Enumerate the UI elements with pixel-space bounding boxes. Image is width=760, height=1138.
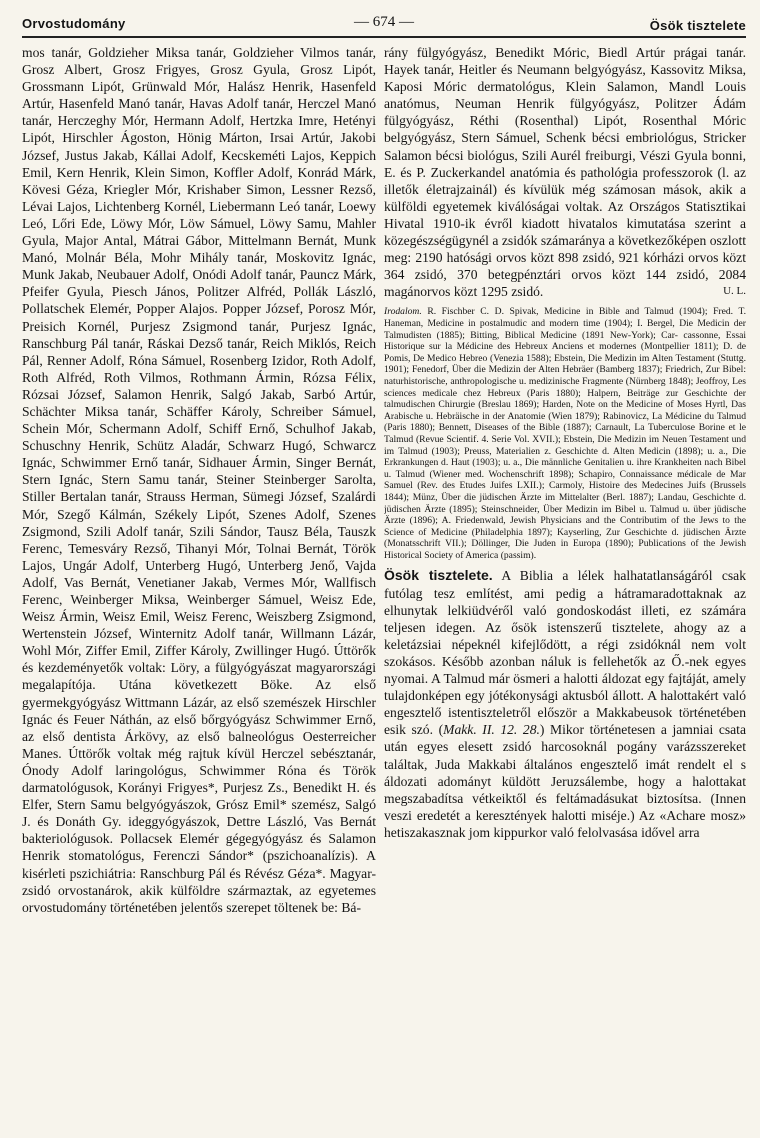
right-column-text [384, 44, 746, 300]
entry-text-part-1: A Biblia a lélek halhatatlanságáról csak futólag tesz említést, ami pedig a hátramaradottaknak az elhunytak lelkiüdvéről való gondoskodást illeti, ez számára teljesen idegen. Az ősök istenszerű tisztelete, ahogy az a keletázsiai népeknél kifejlődött, a régi zsidóknál nem volt szokásos. Később azonban náluk is fellehetők az Ő.-nek egyes nyomai. A Talmud már ösmeri a halotti áldozat egy fajtáját, amely tulajdonképen egy jótékonysági aktusból állott. A halottakért való engesztelő istentiszteletről először a Makkabeusok történetében esik szó. ( [384, 568, 746, 738]
page-number: — 674 — [354, 14, 414, 30]
left-column [22, 44, 376, 1134]
two-column-body [22, 44, 746, 1134]
left-column-text: mos tanár, Goldzieher Miksa tanár, Goldzieher Vilmos tanár, Grosz Albert, Grosz Frigyes, Grosz Gyula, Grosz Lipót, Grossmann Lipót, Grünwald Mór, Halász Henrik, Hasenfeld Artúr, Hasenfeld Manó tanár, Havas Adolf tanár, Herczel Manó tanár, Herczeghy Mór, Hermann Adolf, Hertzka Imre, Hetényi Lipót, Hirschler Ágoston, Hönig Márton, Irsai Artúr, Jakobi József, Justus Jakab, Kállai Adolf, Kecskeméti Lajos, Keppich Emil, Kern Henrik, Klein Simon, Koffler Adolf, Konrád Márk, Kövesi Géza, Kriegler Mór, Krishaber Simon, Lessner Rezső, Lévai Lajos, Lichtenberg Kornél, Liebermann Leó tanár, Loewy Leó, Lőri Ede, Löwy Mór, Löw Sámuel, Löwy Samu, Mahler Gyula, Major Antal, Mátrai Gábor, Mittelmann Bernát, Munk Manó, Molnár Béla, Mohr Mihály tanár, Moskovitz Ignác, Munk Jakab, Neubauer Adolf, Onódi Adolf tanár, Pauncz Márk, Pfeifer Gyula, Piesch János, Politzer Alfréd, Pollák László, Pollatschek Elemér, Popper Alajos. Popper József, Porosz Mór, Preisich Kornél, Purjesz Zsigmond tanár, Purjesz Ignác, Ranschburg Pál tanár, Ráskai Dezső tanár, Reich Miklós, Reich Pál, Renner Adolf, Róna Sámuel, Rosenberg Izidor, Roth Adolf, Roth Alfréd, Roth Vilmos, Rothmann Ármin, Rózsa Félix, Rózsai József, Salamon Henrik, Salgó Jakab, Sarbó Artúr, Schächter Miksa tanár, Schäffer Károly, Schreiber Sámuel, Schein Mór, Schermann Adolf, Schiff Ernő, Schulhof Jakab, Schuschny Henrik, Schütz Aladár, Schwarz Hugó, Schwarcz Ignác, Schwimmer Ernő tanár, Sidhauer Ármin, Singer Bernát, Stern Ignác, Stern Samu tanár, Steiner Steinberger Sarolta, Stiller Bertalan tanár, Strauss Herman, Sümegi József, Szalárdi Mór, Szegő Kálmán, Székely Lipót, Szenes Adolf, Szenes Zsigmond, Szili Adolf tanár, Szili Sándor, Tausz Béla, Tauszk Ferenc, Temesváry Rezső, Tihanyi Mór, Tolnai Bernát, Török Lajos, Ungár Adolf, Unterberg Hugó, Unterberg Jenő, Vajda Adolf, Vas Bernát, Venetianer Jakab, Vermes Mór, Wallfisch Ferenc, Weinberger Miksa, Weinberger Sámuel, Weisz Ede, Weisz Ármin, Weisz Emil, Weisz Ferenc, Weiszberg Zsigmond, Wertenstein József, Winternitz Adolf tanár, Willmann Lázár, Wohl Mór, Ziffer Emil, Ziffer Károly, Zwillinger Hugó. Úttörők és kezdeményetők voltak: Löry, a fülgyógyászat magyarországi megalapítója. Utána következett Böke. Az első gyermekgyógyász Wittmann Lázár, az első szemészek Hirschler Ignác és Feuer Náthán, az első bőrgyógyász Schwimmer Ernő, az első dentista Árkövy, az első balneológus Oesterreicher Manes. Úttörők voltak még rajtuk kívül Herczel sebésztanár, Ónody Adolf laringológus, Schwimmer Róna és Török darmatológusok, Korányi Frigyes*, Purjesz Zs., Benedikt H. és Elfer, Stern Samu belgyógyászok, Grósz Emil* szemész, Salgó J. és Donáth Gy. ideggyógyászok, Dettre László, Vas Bernát bakteriológusok. Pollacsek Elemér gégegyógyász és Salamon Henrik stomatológus, Ferenczi Sándor* (pszichoanalízis). A kisérleti pszichiátria: Ranschburg Pál és Révész Géza*. Magyar-zsidó orvostanárok, akik külföldre származtak, az egyetemes orvostudomány történetében jelentős szerepet töltenek be: Bá- [22, 45, 376, 915]
author-signature: U. L. [723, 285, 746, 298]
right-column [384, 44, 746, 1134]
entry-text-part-2: ) Mikor történetesen a jamniai csata után egyes elesett zsidó harcosoknál pogány varázsszereket találtak, Juda Makkabi általános engesztelő imát rendelt el s áldozati adományt küldött Jeruzsálembe, hogy a halottakat megszabadítsa vétkeiktől és feltámadásukat biztosítsa. (Innen veszi eredetét a keresztények halotti miséje.) Az «Achare mosz» hetiszakasznak jom kippurkor való felolvasása idővel arra [384, 722, 746, 840]
running-head-left: Orvostudomány [22, 16, 126, 31]
header-rule [22, 36, 746, 38]
statistics-paragraph: rány fülgyógyász, Benedikt Móric, Biedl Artúr prágai tanár. Hayek tanár, Heitler és Neumann belgyógyász, Kassovitz Miksa, Kaposi Móric dermatológus, Klein Salamon, Mandl Louis anatómus, Neuman Henrik fülgyógyász, Politzer Ádám fülgyógyász, Réthi (Rosenthal) Lipót, Rosenthal Móric belgyógyász, Stern Sámuel, Schenk bécsi embriológus, Stricker Salamon bécsi biológus, Szili Aurél freiburgi, Vészi Gyula bonni, E. és P. Zuckerkandel anatómia és pathológia professzorok (l. az illetők életrajzainál) és kívülük még számosan mások, akik a külföldi egyetemek kiválóságai voltak. Az Országos Statisztikai Hivatal 1910-ik évről kiadott hivatalos kimutatása szerint a közegészségügynél a zsidók számaránya a következőképen oszlott meg: 2190 hatósági orvos közt 898 zsidó, 921 kórházi orvos közt 364 zsidó, 370 betegpénztári orvos közt 144 zsidó, 2084 magánorvos közt 1295 zsidó. [384, 45, 746, 300]
literature-text: R. Fischber C. D. Spivak, Medicine in Bible and Talmud (1904); Fred. T. Haneman, Medicine in postalmudic and modern time (1904); I. Bergel, Die Medicin der Talmudisten (1885); Bitting, Biblical Medicine (1891 New-York); Car- cassonne, Essai Historique sur la Médicine des Hebreux Anciens et modernes (Montpellier 1811); D. de Pomis, De Medico Hebreo (Venezia 1588); Ebstein, Die Medizin im Alten Testament (Stuttg. 1901); Fenedorf, Über die Medizin der Alten Hebräer (Bamberg 1837); Friedrich, Zur Bibel: naturhistorische, anthropologische u. medizinische Fragmente (Nürnberg 1848); Jeoffroy, Les sciences medicale chez Hebreux (Paris 1880); Halpern, Beiträge zur Geschichte der talmudischen Chirurgie (Breslau 1869); Harden, Note on the Medicine of Moses Hyrtl, Das Arabische u. Hebräische in der Anatomie (Wien 1879); Rabinovicz, La Médicine du Talmud (Paris 1880); Bennett, Diseases of the Bible (1887); Carnault, La Tuberculose Borine et le Talmud (Revue Scientif. 4. Serie Vol. XVII.); Ebstein, Die Medizin im Neuen Testament und im Talmud (1903); Preuss, Materialien z. Geschichte d. Alten Medicin (1898); u. a., Die Erkrankungen d. Haut (1903); u. a., Die männliche Genitalien u. ihre Krankheiten nach Bibel u. Talmud (Wiener med. Wochenschrift 1898); Schapiro, Connaissance médicale de Mar Samuel (Rev. des Etudes Juifes LXII.); Carmoly, Histoire des Medecines Juifs (Brussels 1844); Münz, Über die jüdischen Ärzte im Mittelalter (Berl. 1887); Landau, Geschichte d. jüdischen Ärzte (1895); Steinschneider, Über Medizin im Bibel u. Talmud u. über jüdische Ärzte (1896); A. Friedenwald, Jewish Physicians and the Contributim of the Jews to the Science of Medicine (Philadelphia 1897); Kayserling, Zur Geschichte d. jüdischen Ärzte (Monatsschrift VII.); Döllinger, Die Juden in Europa (1890); Publications of the Jewish Historical Society of America (passim). [384, 306, 746, 561]
page-header [22, 10, 746, 36]
literature-block [384, 306, 746, 561]
running-head-right: Ösök tisztelete [649, 18, 746, 33]
entry-headword: Ösök tisztelete. [384, 567, 493, 584]
literature-label: Irodalom. [384, 306, 422, 318]
entry-reference: Makk. II. 12. 28. [443, 722, 540, 738]
encyclopedia-entry [384, 567, 746, 841]
